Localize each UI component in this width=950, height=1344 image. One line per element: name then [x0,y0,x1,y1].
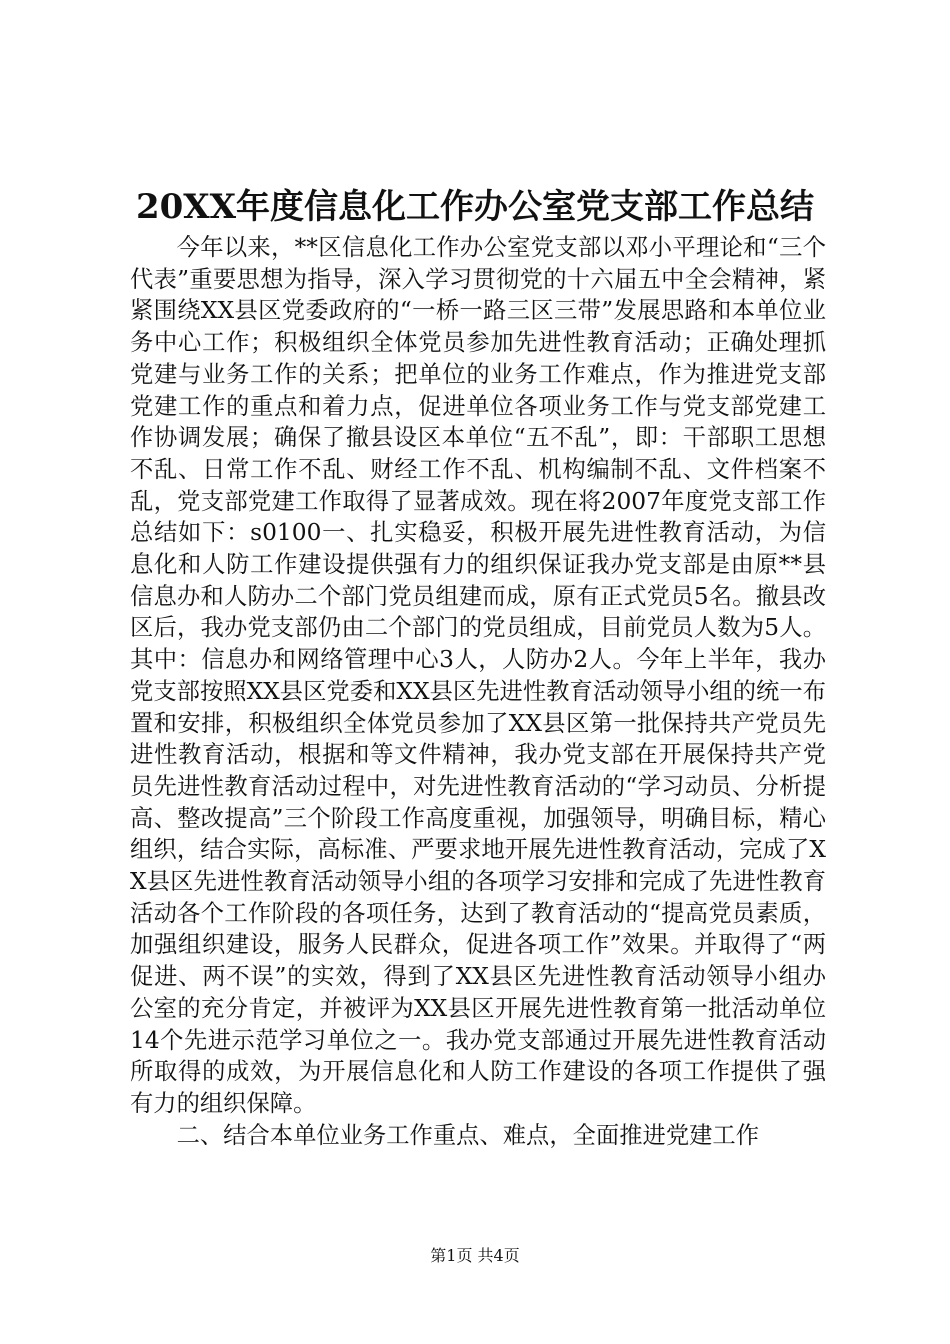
body-paragraph-1: 今年以来，**区信息化工作办公室党支部以邓小平理论和“三个代表”重要思想为指导，深入学习贯彻党的十六届五中全会精神，紧紧围绕XX县区党委政府的“一桥一路三区三带”发展思路和本单位业务中心工作；积极组织全体党员参加先进性教育活动；正确处理抓党建与业务工作的关系；把单位的业务工作难点，作为推进党支部党建工作的重点和着力点，促进单位各项业务工作与党支部党建工作协调发展；确保了撤县设区本单位“五不乱”，即：干部职工思想不乱、日常工作不乱、财经工作不乱、机构编制不乱、文件档案不乱，党支部党建工作取得了显著成效。现在将2007年度党支部工作总结如下：s0100一、扎实稳妥，积极开展先进性教育活动，为信息化和人防工作建设提供强有力的组织保证我办党支部是由原**县信息办和人防办二个部门党员组建而成，原有正式党员5名。撤县改区后，我办党支部仍由二个部门的党员组成，目前党员人数为5人。其中：信息办和网络管理中心3人，人防办2人。今年上半年，我办党支部按照XX县区党委和XX县区先进性教育活动领导小组的统一布置和安排，积极组织全体党员参加了XX县区第一批保持共产党员先进性教育活动，根据和等文件精神，我办党支部在开展保持共产党员先进性教育活动过程中，对先进性教育活动的“学习动员、分析提高、整改提高”三个阶段工作高度重视，加强领导，明确目标，精心组织，结合实际，高标准、严要求地开展先进性教育活动，完成了XX县区先进性教育活动领导小组的各项学习安排和完成了先进性教育活动各个工作阶段的各项任务，达到了教育活动的“提高党员素质，加强组织建设，服务人民群众，促进各项工作”效果。并取得了“两促进、两不误”的实效，得到了XX县区先进性教育活动领导小组办公室的充分肯定，并被评为XX县区开展先进性教育第一批活动单位14个先进示范学习单位之一。我办党支部通过开展先进性教育活动所取得的成效，为开展信息化和人防工作建设的各项工作提供了强有力的组织保障。 [130,234,826,1117]
document-title: 20XX年度信息化工作办公室党支部工作总结 [135,187,815,227]
document-body [130,232,826,1151]
page-number-footer: 第1页 共4页 [430,1246,520,1265]
body-paragraph-2: 二、结合本单位业务工作重点、难点，全面推进党建工作 [176,1121,760,1149]
